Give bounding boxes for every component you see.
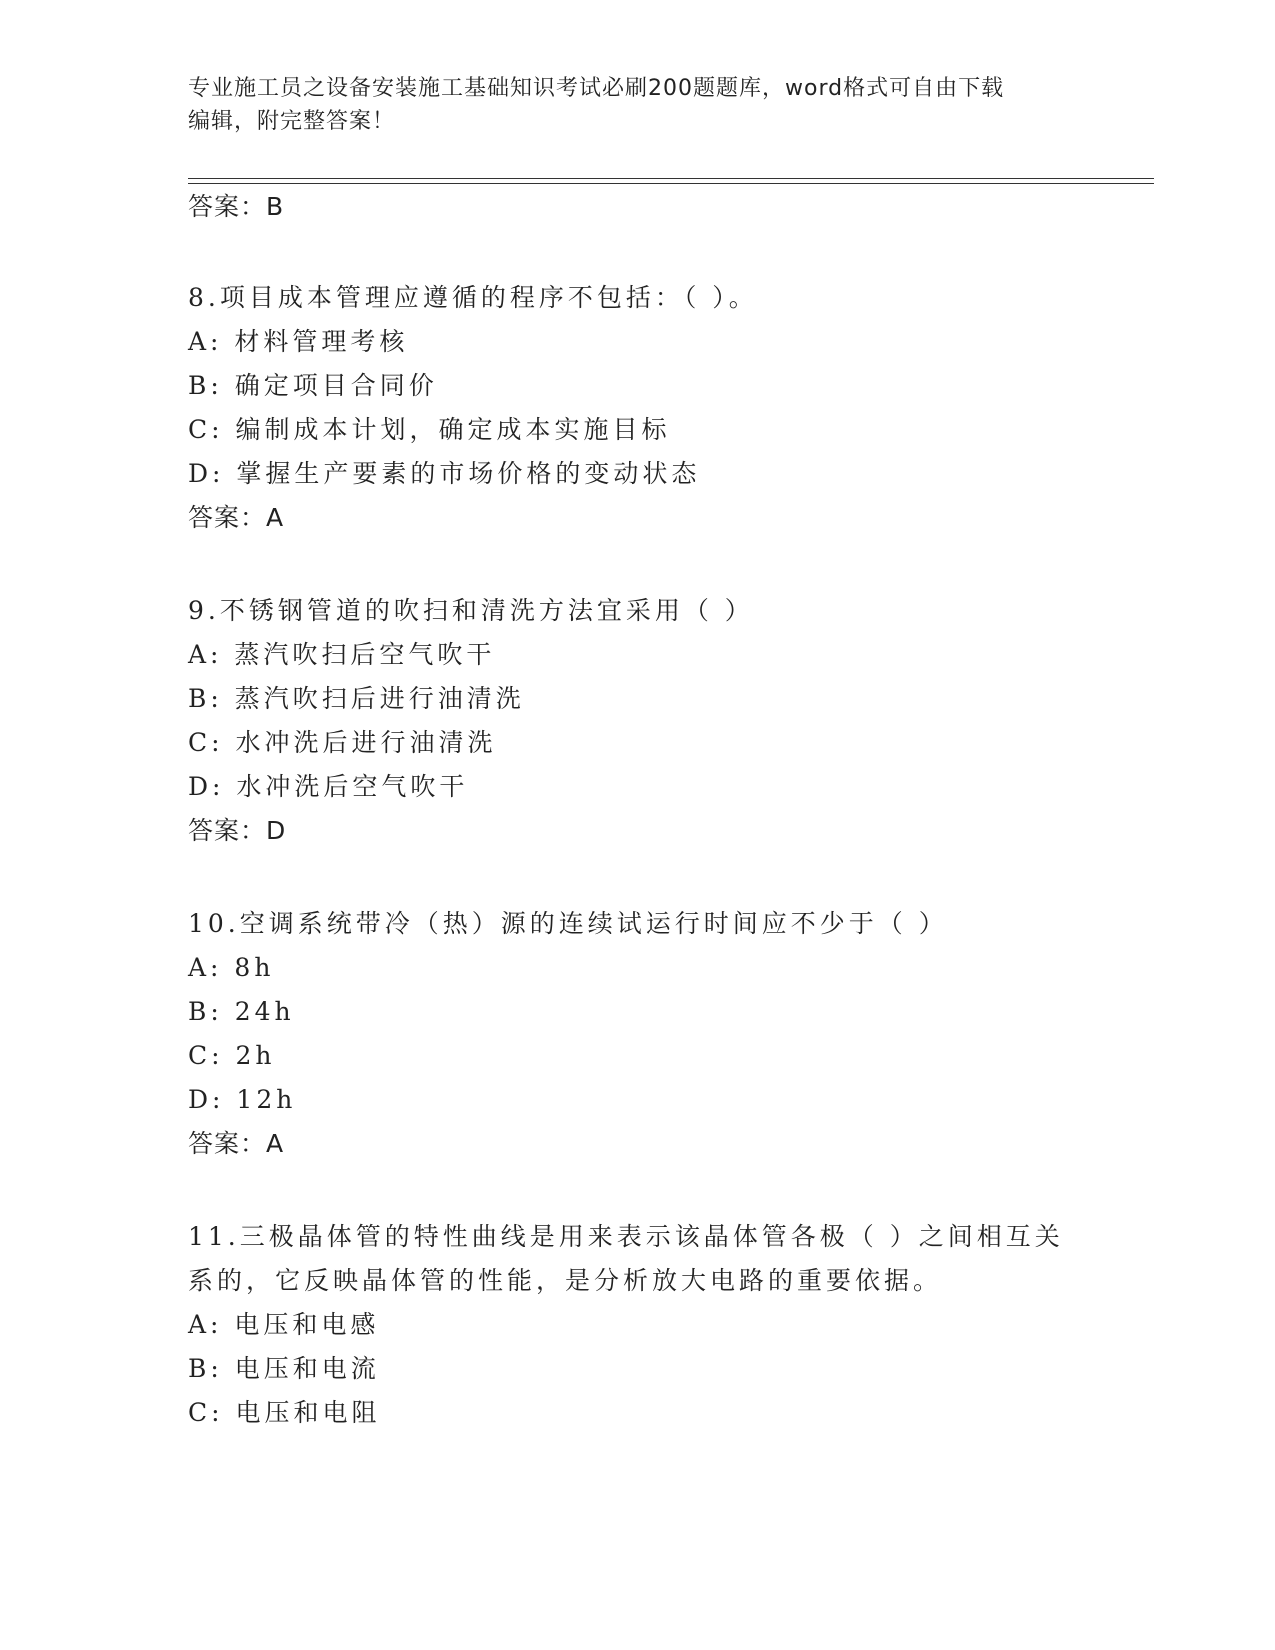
option-a: A: 8h bbox=[188, 953, 275, 982]
header-title-line-2: 编辑，附完整答案！ bbox=[188, 109, 396, 134]
option-c: C: 编制成本计划，确定成本实施目标 bbox=[188, 415, 671, 444]
option-d: D: 掌握生产要素的市场价格的变动状态 bbox=[188, 459, 701, 488]
option-a: A: 蒸汽吹扫后空气吹干 bbox=[188, 640, 496, 669]
option-b: B: 蒸汽吹扫后进行油清洗 bbox=[188, 684, 525, 713]
question-stem-continued: 系的，它反映晶体管的性能，是分析放大电路的重要依据。 bbox=[188, 1266, 943, 1295]
question-stem: 10.空调系统带冷（热）源的连续试运行时间应不少于（ ） bbox=[188, 909, 948, 938]
header-divider-second bbox=[188, 183, 1154, 184]
question-stem: 11.三极晶体管的特性曲线是用来表示该晶体管各极（ ）之间相互关 bbox=[188, 1222, 1064, 1251]
option-b: B: 24h bbox=[188, 997, 295, 1026]
header-divider bbox=[188, 178, 1154, 179]
answer-text: 答案：A bbox=[188, 503, 285, 532]
option-b: B: 确定项目合同价 bbox=[188, 371, 438, 400]
option-c: C: 2h bbox=[188, 1041, 276, 1070]
option-a: A: 材料管理考核 bbox=[188, 327, 409, 356]
answer-text: 答案：A bbox=[188, 1129, 285, 1158]
option-b: B: 电压和电流 bbox=[188, 1354, 380, 1383]
header-title-line-1: 专业施工员之设备安装施工基础知识考试必刷200题题库，word格式可自由下载 bbox=[188, 76, 1005, 101]
page-header bbox=[188, 72, 1068, 138]
question-stem: 9.不锈钢管道的吹扫和清洗方法宜采用（ ） bbox=[188, 596, 754, 625]
option-c: C: 电压和电阻 bbox=[188, 1398, 381, 1427]
option-c: C: 水冲洗后进行油清洗 bbox=[188, 728, 497, 757]
option-a: A: 电压和电感 bbox=[188, 1310, 380, 1339]
option-d: D: 12h bbox=[188, 1085, 297, 1114]
answer-text: 答案：D bbox=[188, 816, 287, 845]
option-d: D: 水冲洗后空气吹干 bbox=[188, 772, 469, 801]
answer-text: 答案：B bbox=[188, 192, 285, 221]
question-stem: 8.项目成本管理应遵循的程序不包括：（ ）。 bbox=[188, 283, 758, 312]
